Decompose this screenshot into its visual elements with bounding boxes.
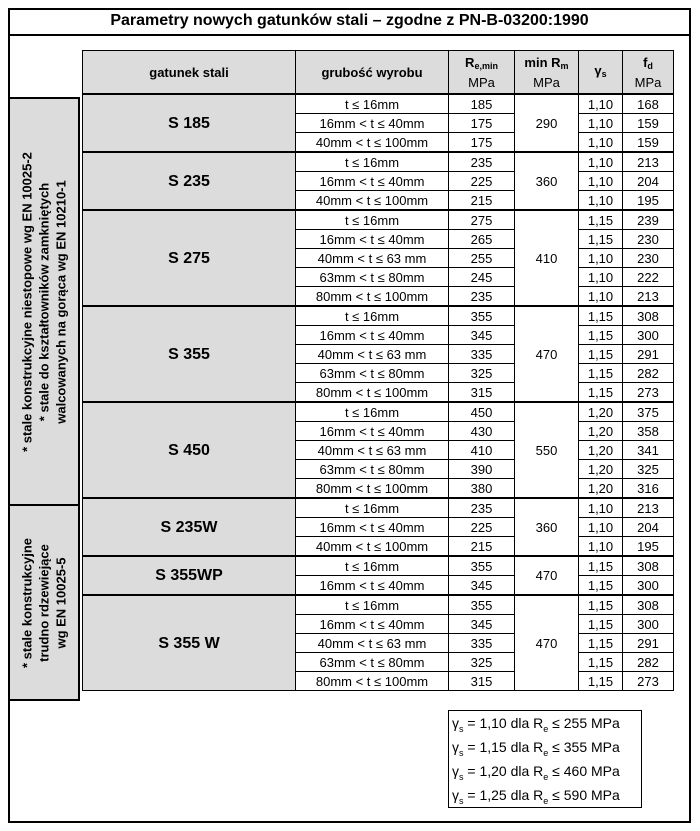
fd-symbol: f [643,54,648,70]
side-label-group2 [10,506,80,701]
re-cell: 390 [449,460,515,479]
re-symbol: R [465,54,475,70]
thickness-cell: t ≤ 16mm [296,306,449,326]
rm-subscript: m [560,60,569,71]
fd-unit: MPa [634,74,662,90]
fd-cell: 316 [623,479,674,499]
thickness-cell: 40mm < t ≤ 100mm [296,191,449,211]
gamma-cell: 1,10 [579,498,623,518]
gamma-cell: 1,15 [579,556,623,576]
table-body [83,94,674,691]
thickness-cell: 40mm < t ≤ 100mm [296,133,449,153]
gamma-cell: 1,10 [579,537,623,557]
re-cell: 325 [449,364,515,383]
grade-name: S 450 [83,402,296,498]
legend-line [449,759,641,783]
gamma-cell: 1,10 [579,133,623,153]
thickness-cell: 80mm < t ≤ 100mm [296,672,449,691]
legend-text: = 1,10 dla R [463,715,544,731]
table-row [83,210,674,230]
gamma-cell: 1,10 [579,191,623,211]
grade-name: S 355 [83,306,296,402]
gamma-cell: 1,20 [579,460,623,479]
thickness-cell: 16mm < t ≤ 40mm [296,576,449,596]
side-label-line: walcowanych na gorąca wg EN 10210-1 [53,179,69,424]
legend-gamma-sub: s [459,747,464,758]
gamma-cell: 1,15 [579,306,623,326]
fd-cell: 213 [623,287,674,307]
re-cell: 235 [449,152,515,172]
legend-limit: ≤ 460 MPa [548,763,620,779]
fd-cell: 204 [623,172,674,191]
table-header-row [83,51,674,95]
thickness-cell: 63mm < t ≤ 80mm [296,364,449,383]
fd-cell: 195 [623,191,674,211]
re-cell: 245 [449,268,515,287]
legend-re-sub: e [543,723,549,734]
side-label-group1 [10,97,80,506]
col-header-gatunek: gatunek stali [83,51,296,95]
gamma-cell: 1,15 [579,615,623,634]
gamma-cell: 1,20 [579,479,623,499]
re-cell: 225 [449,172,515,191]
fd-cell: 282 [623,364,674,383]
thickness-cell: t ≤ 16mm [296,152,449,172]
side-label-line: * stale do kształtowników zamkniętych [36,182,52,421]
re-cell: 185 [449,94,515,114]
thickness-cell: t ≤ 16mm [296,402,449,422]
re-cell: 265 [449,230,515,249]
col-header-fd [623,51,674,95]
re-cell: 225 [449,518,515,537]
re-cell: 315 [449,383,515,403]
table-row [83,94,674,114]
legend-line [449,783,641,807]
legend-gamma-sub: s [459,771,464,782]
thickness-cell: 80mm < t ≤ 100mm [296,479,449,499]
grade-name: S 355 W [83,595,296,691]
gamma-symbol: γ [594,62,602,78]
table-row [83,556,674,576]
rm-unit: MPa [533,74,560,90]
table-row [83,306,674,326]
gamma-cell: 1,15 [579,576,623,596]
rm-cell: 410 [515,210,579,306]
table-row [83,595,674,615]
side-label-line: wg EN 10025-5 [53,556,69,649]
fd-cell: 213 [623,498,674,518]
col-header-grubosc: grubość wyrobu [296,51,449,95]
fd-cell: 341 [623,441,674,460]
legend-text: = 1,25 dla R [463,787,544,803]
fd-cell: 358 [623,422,674,441]
gamma-cell: 1,10 [579,518,623,537]
re-cell: 430 [449,422,515,441]
grade-name: S 235 [83,152,296,210]
rm-cell: 290 [515,94,579,152]
fd-cell: 300 [623,576,674,596]
gamma-cell: 1,15 [579,364,623,383]
side-label-group2-text [19,537,70,667]
fd-cell: 291 [623,345,674,364]
thickness-cell: 16mm < t ≤ 40mm [296,615,449,634]
fd-cell: 273 [623,383,674,403]
table-row [83,152,674,172]
side-label-line: trudno rdzewiejące [36,543,52,662]
gamma-cell: 1,10 [579,114,623,133]
gamma-subscript: s [601,68,607,79]
fd-cell: 168 [623,94,674,114]
fd-cell: 273 [623,672,674,691]
fd-cell: 159 [623,114,674,133]
thickness-cell: t ≤ 16mm [296,595,449,615]
re-cell: 315 [449,672,515,691]
fd-cell: 213 [623,152,674,172]
fd-cell: 230 [623,249,674,268]
re-unit: MPa [468,74,495,90]
col-header-rm [515,51,579,95]
re-cell: 345 [449,615,515,634]
thickness-cell: 16mm < t ≤ 40mm [296,172,449,191]
thickness-cell: t ≤ 16mm [296,556,449,576]
fd-subscript: d [647,60,653,71]
page-title: Parametry nowych gatunków stali – zgodne z PN-B-03200:1990 [10,10,689,36]
legend-limit: ≤ 355 MPa [548,739,620,755]
legend-re-sub: e [543,747,549,758]
gamma-cell: 1,10 [579,249,623,268]
legend-gamma: γ [452,763,459,779]
rm-cell: 470 [515,595,579,691]
gamma-cell: 1,15 [579,230,623,249]
thickness-cell: 40mm < t ≤ 100mm [296,537,449,557]
gamma-cell: 1,15 [579,383,623,403]
fd-cell: 308 [623,595,674,615]
rm-cell: 550 [515,402,579,498]
legend-line [449,711,641,735]
thickness-cell: 63mm < t ≤ 80mm [296,653,449,672]
col-header-re [449,51,515,95]
side-label-line: * stale konstrukcyjne niestopowe wg EN 10025-2 [19,151,35,452]
grade-name: S 235W [83,498,296,556]
thickness-cell: 16mm < t ≤ 40mm [296,326,449,345]
thickness-cell: 63mm < t ≤ 80mm [296,268,449,287]
thickness-cell: 40mm < t ≤ 63 mm [296,249,449,268]
fd-cell: 159 [623,133,674,153]
document-frame [8,8,691,823]
gamma-cell: 1,15 [579,326,623,345]
re-cell: 235 [449,498,515,518]
rm-symbol: min R [524,54,561,70]
grade-name: S 275 [83,210,296,306]
rm-cell: 360 [515,498,579,556]
table-row [83,402,674,422]
re-cell: 235 [449,287,515,307]
legend-gamma: γ [452,787,459,803]
legend-re-sub: e [543,771,549,782]
re-cell: 450 [449,402,515,422]
grade-name: S 185 [83,94,296,152]
fd-cell: 308 [623,306,674,326]
gamma-cell: 1,15 [579,345,623,364]
table-row [83,498,674,518]
thickness-cell: 40mm < t ≤ 63 mm [296,634,449,653]
fd-cell: 375 [623,402,674,422]
gamma-cell: 1,10 [579,287,623,307]
thickness-cell: t ≤ 16mm [296,498,449,518]
re-cell: 355 [449,595,515,615]
fd-cell: 325 [623,460,674,479]
legend-text: = 1,15 dla R [463,739,544,755]
fd-cell: 222 [623,268,674,287]
thickness-cell: 16mm < t ≤ 40mm [296,114,449,133]
gamma-cell: 1,10 [579,172,623,191]
re-subscript: e,min [474,60,498,71]
re-cell: 275 [449,210,515,230]
re-cell: 175 [449,114,515,133]
gamma-cell: 1,15 [579,672,623,691]
fd-cell: 239 [623,210,674,230]
steel-grades-table [82,50,674,691]
gamma-cell: 1,10 [579,94,623,114]
re-cell: 345 [449,576,515,596]
gamma-cell: 1,20 [579,402,623,422]
legend-limit: ≤ 590 MPa [548,787,620,803]
thickness-cell: 16mm < t ≤ 40mm [296,230,449,249]
legend-gamma: γ [452,715,459,731]
legend-gamma-sub: s [459,723,464,734]
re-cell: 255 [449,249,515,268]
fd-cell: 230 [623,230,674,249]
re-cell: 410 [449,441,515,460]
fd-cell: 291 [623,634,674,653]
thickness-cell: 63mm < t ≤ 80mm [296,460,449,479]
thickness-cell: t ≤ 16mm [296,210,449,230]
legend-text: = 1,20 dla R [463,763,544,779]
thickness-cell: 80mm < t ≤ 100mm [296,287,449,307]
gamma-cell: 1,15 [579,653,623,672]
rm-cell: 360 [515,152,579,210]
gamma-cell: 1,10 [579,268,623,287]
header-gap [10,34,689,48]
fd-cell: 204 [623,518,674,537]
side-label-group1-text [19,152,70,452]
re-cell: 380 [449,479,515,499]
thickness-cell: 40mm < t ≤ 63 mm [296,345,449,364]
thickness-cell: 16mm < t ≤ 40mm [296,422,449,441]
col-header-gamma [579,51,623,95]
rm-cell: 470 [515,306,579,402]
re-cell: 215 [449,537,515,557]
gamma-cell: 1,15 [579,634,623,653]
fd-cell: 308 [623,556,674,576]
re-cell: 325 [449,653,515,672]
re-cell: 175 [449,133,515,153]
gamma-cell: 1,20 [579,441,623,460]
gamma-cell: 1,10 [579,152,623,172]
legend-gamma: γ [452,739,459,755]
re-cell: 355 [449,556,515,576]
gamma-cell: 1,15 [579,210,623,230]
gamma-cell: 1,15 [579,595,623,615]
thickness-cell: t ≤ 16mm [296,94,449,114]
fd-cell: 300 [623,326,674,345]
re-cell: 345 [449,326,515,345]
re-cell: 335 [449,345,515,364]
fd-cell: 282 [623,653,674,672]
legend-re-sub: e [543,795,549,806]
legend-line [449,735,641,759]
thickness-cell: 80mm < t ≤ 100mm [296,383,449,403]
re-cell: 335 [449,634,515,653]
legend-gamma-sub: s [459,795,464,806]
re-cell: 215 [449,191,515,211]
fd-cell: 300 [623,615,674,634]
rm-cell: 470 [515,556,579,595]
gamma-cell: 1,20 [579,422,623,441]
legend-box [448,710,642,808]
thickness-cell: 16mm < t ≤ 40mm [296,518,449,537]
thickness-cell: 40mm < t ≤ 63 mm [296,441,449,460]
legend-limit: ≤ 255 MPa [548,715,620,731]
re-cell: 355 [449,306,515,326]
side-label-line: * stale konstrukcyjne [19,537,35,668]
fd-cell: 195 [623,537,674,557]
grade-name: S 355WP [83,556,296,595]
